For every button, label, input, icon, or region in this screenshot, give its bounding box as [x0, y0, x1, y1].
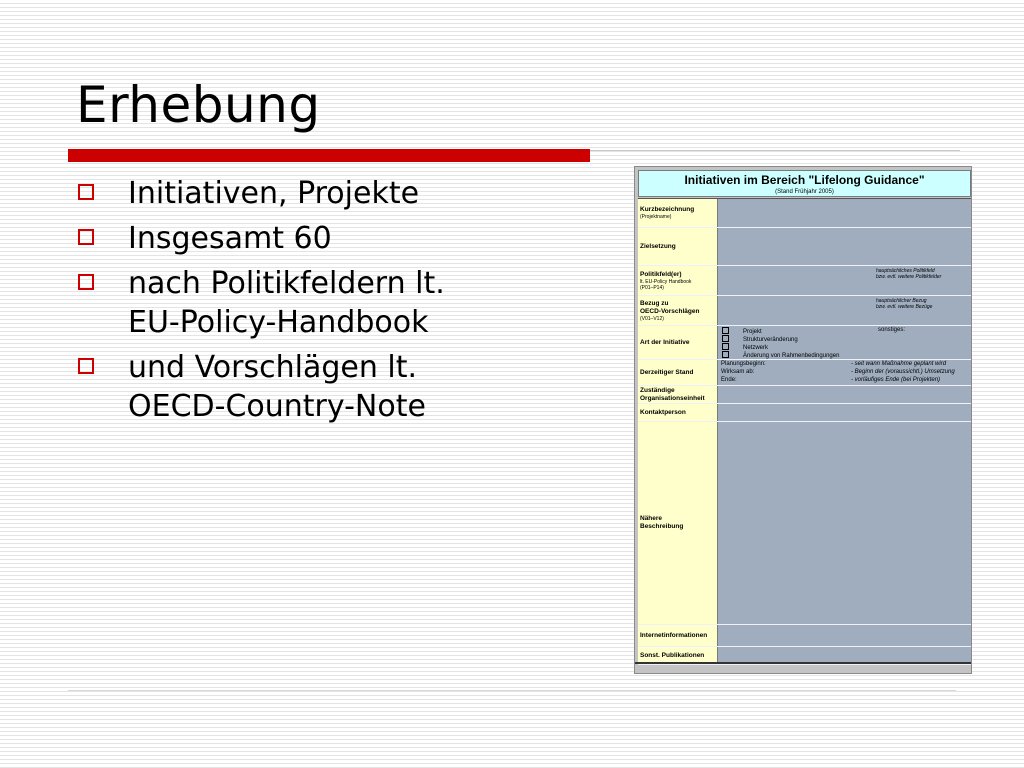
form-note-line: bzw. evtl. weitere Politikfelder — [876, 274, 942, 280]
square-bullet-icon — [78, 229, 94, 245]
form-label-text: Bezug zu — [640, 299, 669, 307]
form-row-kurzbezeichnung — [638, 199, 971, 228]
form-value-field — [720, 404, 971, 421]
form-value-field — [720, 199, 971, 227]
form-body — [638, 198, 971, 665]
form-label — [638, 228, 718, 265]
form-header — [638, 170, 971, 197]
form-row-art-der-initiative — [638, 326, 971, 360]
form-label — [638, 266, 718, 295]
form-label-text: Politikfeld(er) — [640, 270, 682, 278]
status-note: - Beginn der (voraussichtl.) Umsetzung — [851, 369, 955, 375]
checkbox-label: Projekt — [743, 329, 762, 335]
form-label-hint: lt. EU-Policy Handbook — [640, 278, 692, 285]
bullet-text: nach Politikfeldern lt. EU-Policy-Handbook — [128, 266, 445, 340]
form-value-field — [720, 386, 971, 403]
form-row-politikfeld — [638, 266, 971, 296]
form-label-hint: (Projektname) — [640, 214, 672, 220]
bullet-item — [76, 348, 496, 426]
status-note: - seit wann Maßnahme geplant wird — [851, 361, 947, 367]
status-line: Planungsbeginn: — [721, 361, 766, 367]
form-label — [638, 326, 718, 359]
form-label — [638, 296, 718, 325]
checkbox-icon — [722, 351, 729, 358]
form-note — [876, 298, 932, 310]
form-note — [876, 268, 941, 280]
form-label-text: Sonst. Publikationen — [640, 651, 705, 659]
square-bullet-icon — [78, 184, 94, 200]
form-row-kontaktperson — [638, 404, 971, 422]
bullet-item — [76, 174, 496, 213]
form-row-beschreibung — [638, 422, 971, 625]
form-label-text: OECD-Vorschlägen — [640, 307, 700, 315]
status-line: Ende: — [721, 377, 737, 383]
form-value-field — [720, 296, 971, 325]
other-option-label: sonstiges: — [878, 327, 906, 333]
form-row-internetinformationen — [638, 625, 971, 647]
form-note-line: hauptsächlicher Bezug — [876, 298, 927, 304]
square-bullet-icon — [78, 274, 94, 290]
status-note: - vorläufiges Ende (bei Projekten) — [851, 377, 941, 383]
survey-form-image — [634, 166, 972, 674]
bullet-text: Initiativen, Projekte — [128, 176, 420, 211]
bullet-text: und Vorschlägen lt. OECD-Country-Note — [128, 350, 426, 424]
form-note-line: hauptsächliches Politikfeld — [876, 268, 935, 274]
checkbox-icon — [722, 335, 729, 342]
form-label-text: Nähere — [640, 515, 663, 522]
form-label — [638, 625, 718, 646]
checkbox-label: Strukturveränderung — [743, 337, 798, 343]
form-label — [638, 404, 718, 421]
form-note-line: bzw. evtl. weitere Bezüge — [876, 304, 933, 310]
form-value-field — [720, 266, 971, 295]
form-label — [638, 360, 718, 385]
bullet-list — [76, 174, 496, 432]
form-label-text: Art der Initiative — [640, 338, 690, 346]
form-label-text: Zielsetzung — [640, 242, 676, 250]
form-row-zielsetzung — [638, 228, 971, 266]
form-row-organisationseinheit — [638, 386, 971, 404]
form-label — [638, 386, 718, 403]
form-value-field — [720, 228, 971, 265]
form-label-text: Kurzbezeichnung — [640, 206, 695, 213]
form-subtitle: (Stand Frühjahr 2005) — [775, 189, 834, 195]
bullet-text: Insgesamt 60 — [128, 221, 332, 256]
form-label-text: Derzeitiger Stand — [640, 368, 694, 376]
form-value-field — [720, 422, 971, 624]
bullet-item — [76, 264, 496, 342]
form-value-field — [720, 326, 971, 359]
title-underline-gray — [590, 150, 960, 151]
form-label-text: Organisationseinheit — [640, 394, 705, 402]
square-bullet-icon — [78, 358, 94, 374]
checkbox-icon — [722, 327, 729, 334]
bullet-item — [76, 219, 496, 258]
checkbox-icon — [722, 343, 729, 350]
checkbox-label: Netzwerk — [743, 345, 769, 351]
title-underline-red — [68, 149, 590, 162]
form-label — [638, 422, 718, 624]
form-bottom-border — [635, 662, 971, 664]
form-label-text: Kontaktperson — [640, 408, 686, 416]
footer-divider — [68, 690, 956, 691]
form-value-field — [720, 625, 971, 646]
form-label-text: Internetinformationen — [640, 631, 708, 639]
status-line: Wirksam ab: — [721, 369, 755, 375]
form-label-hint: (P01–P14) — [640, 284, 664, 291]
form-row-derzeitiger-stand — [638, 360, 971, 386]
checkbox-label: Änderung von Rahmenbedingungen — [743, 353, 840, 359]
form-label-text: Zuständige — [640, 386, 675, 394]
form-label — [638, 199, 718, 227]
slide-title: Erhebung — [76, 76, 321, 134]
form-title: Initiativen im Bereich "Lifelong Guidance" — [684, 173, 925, 187]
form-label-text: Beschreibung — [640, 523, 684, 530]
form-row-oecd-bezug — [638, 296, 971, 326]
form-label-hint: (V01–V12) — [640, 315, 664, 322]
form-value-field — [720, 360, 971, 385]
